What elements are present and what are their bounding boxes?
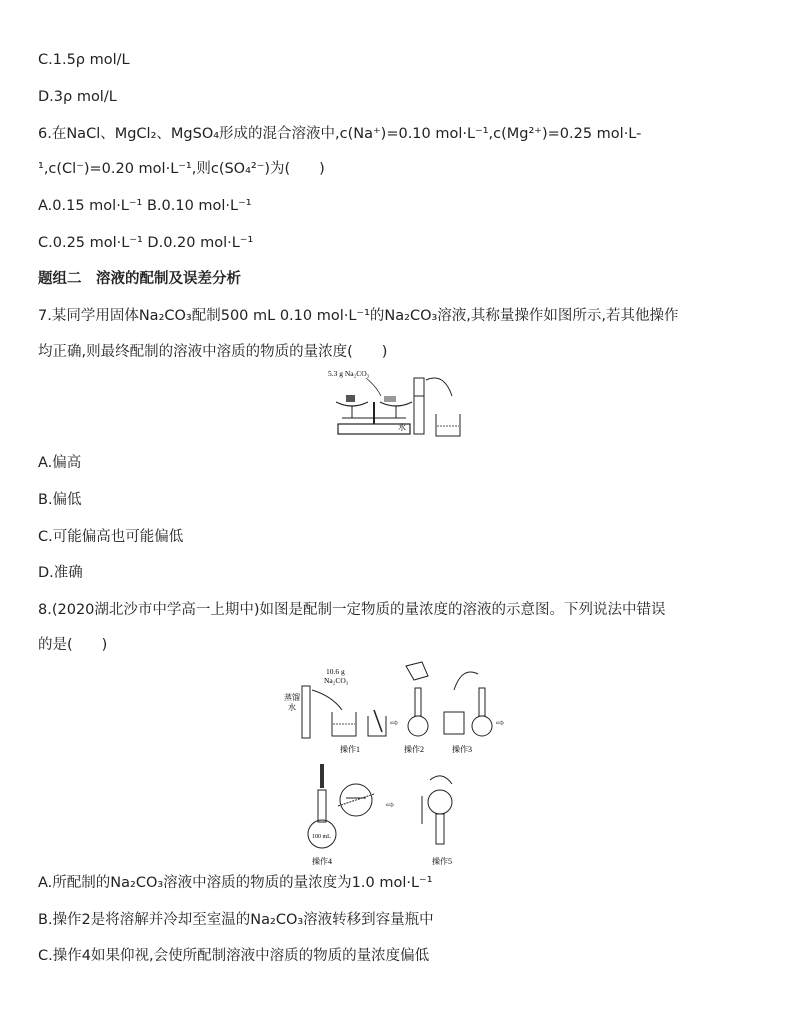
question-6-line2: ¹,c(Cl⁻)=0.20 mol·L⁻¹,则c(SO₄²⁻)为( ) <box>38 161 325 177</box>
options-6cd: C.0.25 mol·L⁻¹ D.0.20 mol·L⁻¹ <box>38 235 254 251</box>
figure2-op5: 操作5 <box>432 857 452 866</box>
option-5d: D.3ρ mol/L <box>38 89 117 105</box>
figure2-arrow-2: ⇨ <box>496 718 505 729</box>
option-7a: A.偏高 <box>38 455 82 471</box>
option-7b: B.偏低 <box>38 492 82 508</box>
option-5c: C.1.5ρ mol/L <box>38 52 130 68</box>
option-8a: A.所配制的Na₂CO₃溶液中溶质的物质的量浓度为1.0 mol·L⁻¹ <box>38 875 433 891</box>
options-6ab: A.0.15 mol·L⁻¹ B.0.10 mol·L⁻¹ <box>38 198 252 214</box>
question-7-line2: 均正确,则最终配制的溶液中溶质的物质的量浓度( ) <box>38 344 388 360</box>
figure1-mass-label: 5.3 g Na₂CO₃ <box>328 369 370 378</box>
figure1-water-label: 水 <box>398 423 406 432</box>
figure2-mass-label: 10.6 g <box>326 667 345 676</box>
option-8b: B.操作2是将溶解并冷却至室温的Na₂CO₃溶液转移到容量瓶中 <box>38 912 434 928</box>
figure2-flask-label: 100 mL <box>312 834 331 840</box>
figure2-compound-label: Na₂CO₃ <box>324 676 349 685</box>
figure2-op4: 操作4 <box>312 857 332 866</box>
section-heading: 题组二 溶液的配制及误差分析 <box>38 271 241 287</box>
question-6-line1: 6.在NaCl、MgCl₂、MgSO₄形成的混合溶液中,c(Na⁺)=0.10 mol·L⁻¹,c(Mg²⁺)=0.25 mol·L- <box>38 126 642 142</box>
figure2-water-label-1: 蒸馏 <box>284 693 300 702</box>
figure2-op2: 操作2 <box>404 745 424 754</box>
figure2-water-label-2: 水 <box>288 703 296 712</box>
figure2-arrow-1: ⇨ <box>390 718 399 729</box>
figure2-op3: 操作3 <box>452 745 472 754</box>
question-7-line1: 7.某同学用固体Na₂CO₃配制500 mL 0.10 mol·L⁻¹的Na₂CO₃溶液,其称量操作如图所示,若其他操作 <box>38 308 679 324</box>
figure2-op1: 操作1 <box>340 745 360 754</box>
question-8-line1: 8.(2020湖北沙市中学高一上期中)如图是配制一定物质的量浓度的溶液的示意图。下列说法中错误 <box>38 602 666 618</box>
figure2-arrow-3: ⇨ <box>386 800 395 811</box>
question-8-line2: 的是( ) <box>38 637 108 653</box>
figure-weighing <box>326 366 466 442</box>
option-7d: D.准确 <box>38 565 83 581</box>
figure-preparation-steps <box>282 660 512 870</box>
option-7c: C.可能偏高也可能偏低 <box>38 529 184 545</box>
option-8c: C.操作4如果仰视,会使所配制溶液中溶质的物质的量浓度偏低 <box>38 948 430 964</box>
